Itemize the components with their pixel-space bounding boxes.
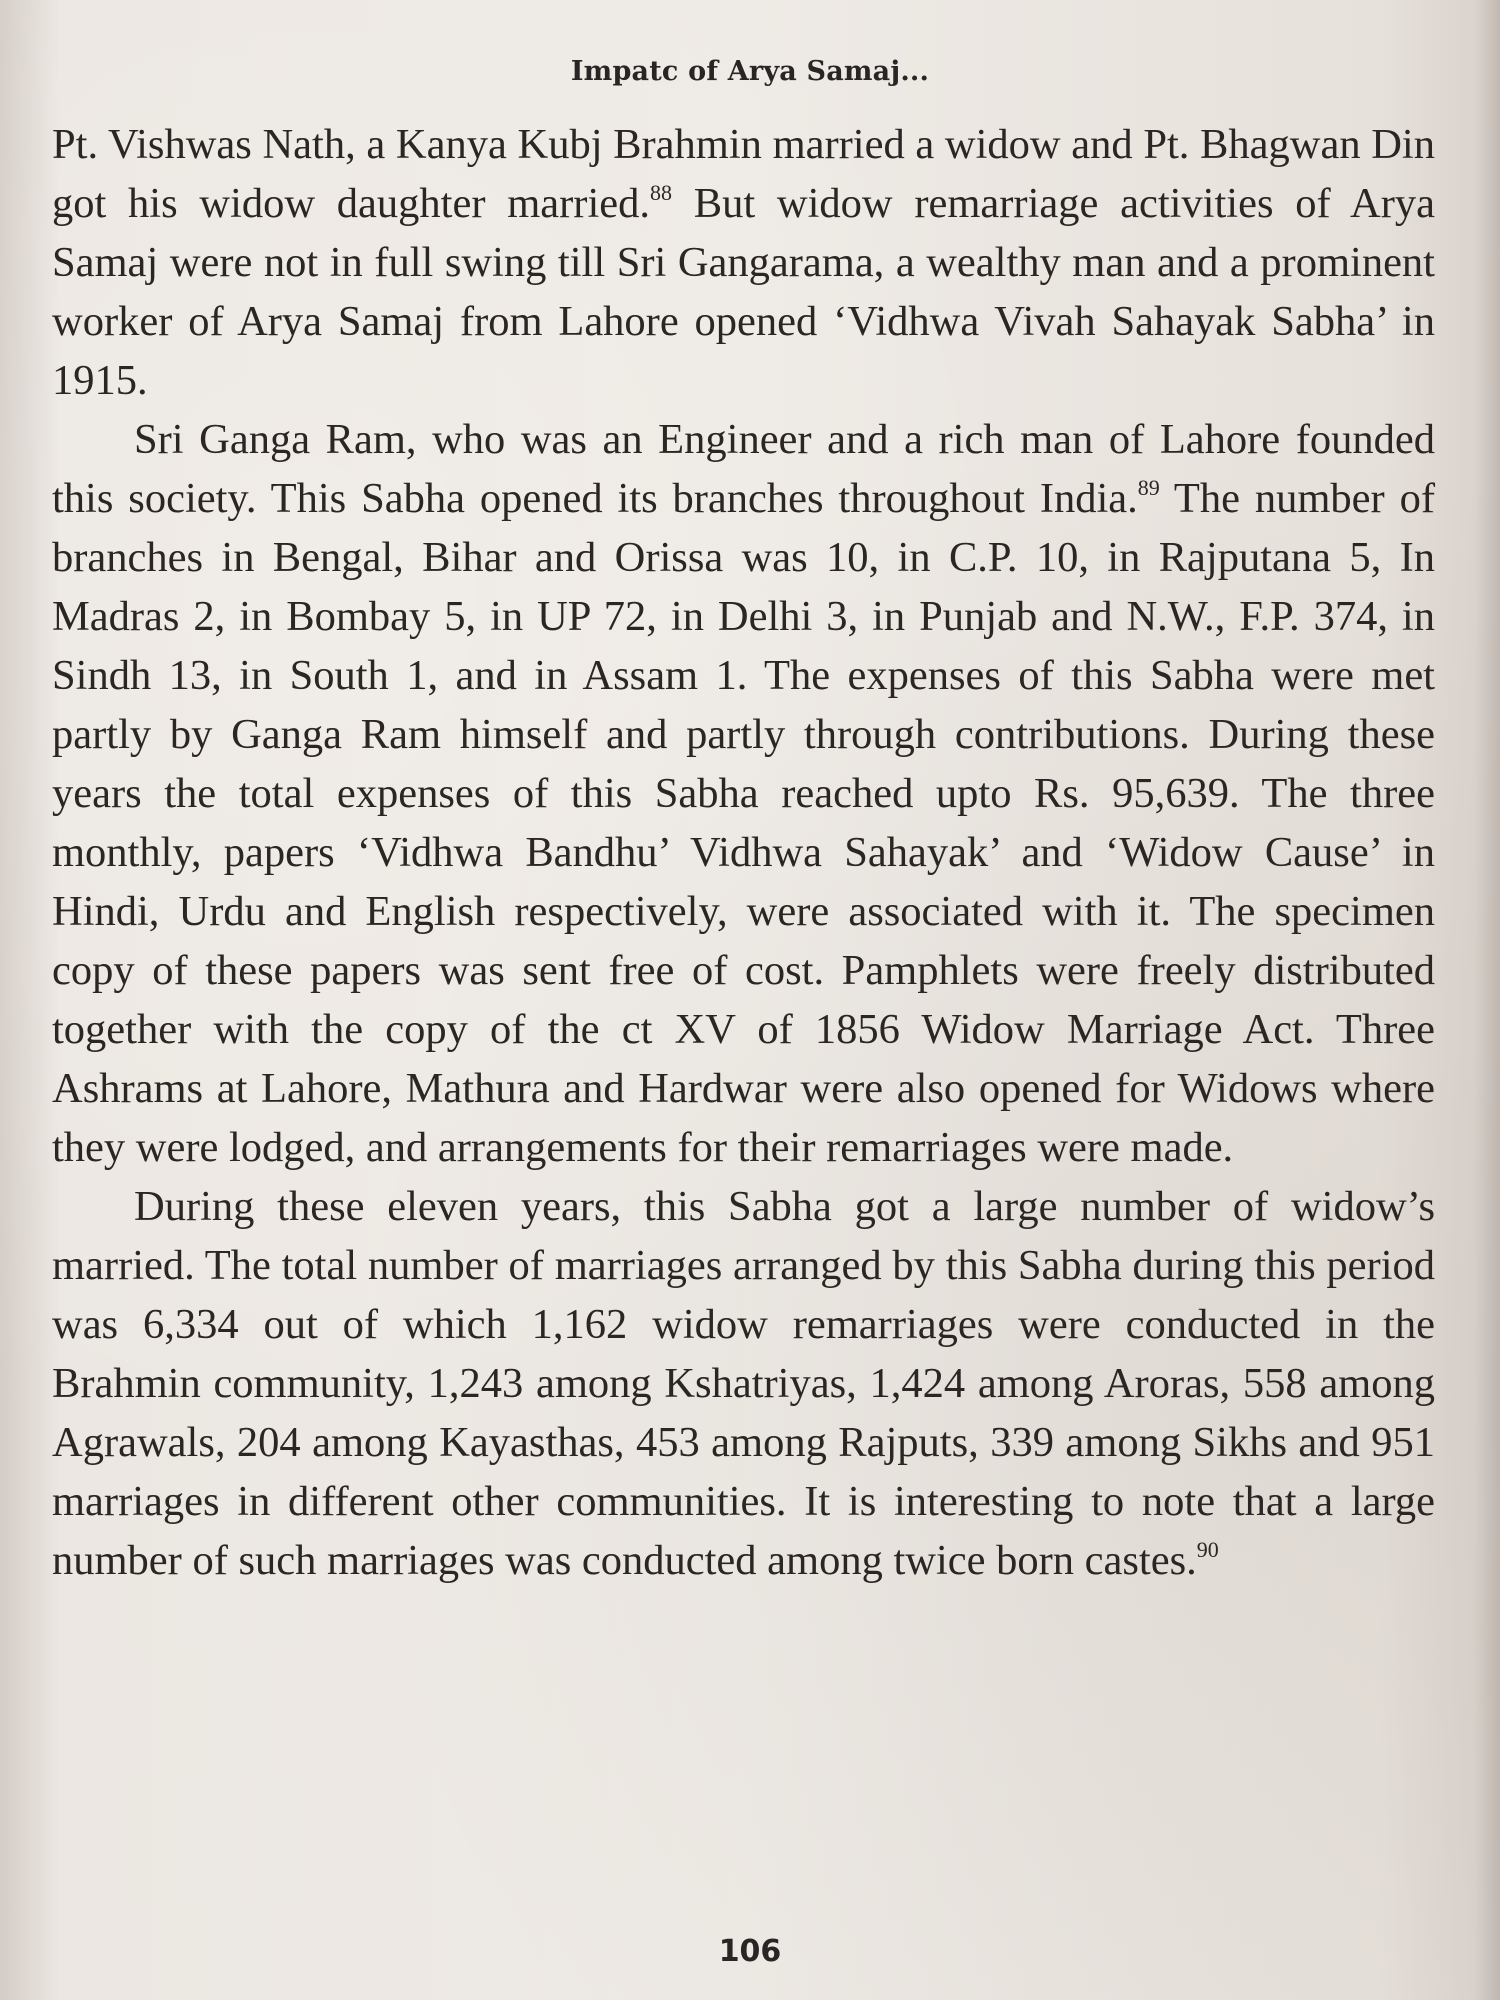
footnote-marker-89: 89 — [1137, 475, 1160, 500]
paragraph-1-text-continued: But widow remarriage activities of Arya Samaj were not in full swing till Sri Gangarama, a wealthy man and a prominent worker of Arya Samaj from Lahore opened ‘Vidhwa Vivah Sahayak Sabha’ in 1915. — [52, 180, 1436, 404]
paragraph-2 — [52, 410, 1435, 1177]
running-head: Impatc of Arya Samaj... — [570, 56, 930, 87]
page-number: 106 — [718, 1934, 782, 1969]
footnote-marker-90: 90 — [1196, 1537, 1219, 1562]
paragraph-1 — [52, 115, 1435, 410]
paragraph-2-text: Sri Ganga Ram, who was an Engineer and a rich man of Lahore founded this society. This Sabha opened its branches throughout India. — [52, 416, 1435, 522]
body-text — [52, 115, 1435, 1590]
paragraph-3 — [52, 1177, 1435, 1590]
paragraph-1-text: Pt. Vishwas Nath, a Kanya Kubj Brahmin married a widow and Pt. Bhagwan Din got his widow daughter married. — [52, 121, 1435, 227]
binding-shadow — [1474, 0, 1500, 2000]
paragraph-2-text-continued: The number of branches in Bengal, Bihar and Orissa was 10, in C.P. 10, in Rajputana 5, In Madras 2, in Bombay 5, in UP 72, in Delhi 3, in Punjab and N.W., F.P. 374, in Sindh 13, in South 1, and in Assam 1. The expenses of this Sabha were met partly by Ganga Ram himself and partly through contributions. During these years the total expenses of this Sabha reached upto Rs. 95,639. The three monthly, papers ‘Vidhwa Bandhu’ Vidhwa Sahayak’ and ‘Widow Cause’ in Hindi, Urdu and English respectively, were associated with it. The specimen copy of these papers was sent free of cost. Pamphlets were freely distributed together with the copy of the ct XV of 1856 Widow Marriage Act. Three Ashrams at Lahore, Mathura and Hardwar were also opened for Widows where they were lodged, and arrangements for their remarriages were made. — [52, 475, 1435, 1171]
paragraph-3-text: During these eleven years, this Sabha got a large number of widow’s married. The total number of marriages arranged by this Sabha during this period was 6,334 out of which 1,162 widow remarriages were conducted in the Brahmin community, 1,243 among Kshatriyas, 1,424 among Aroras, 558 among Agrawals, 204 among Kayasthas, 453 among Rajputs, 339 among Sikhs and 951 marriages in different other communities. It is interesting to note that a large number of such marriages was conducted among twice born castes. — [52, 1183, 1435, 1584]
footnote-marker-88: 88 — [650, 180, 673, 205]
